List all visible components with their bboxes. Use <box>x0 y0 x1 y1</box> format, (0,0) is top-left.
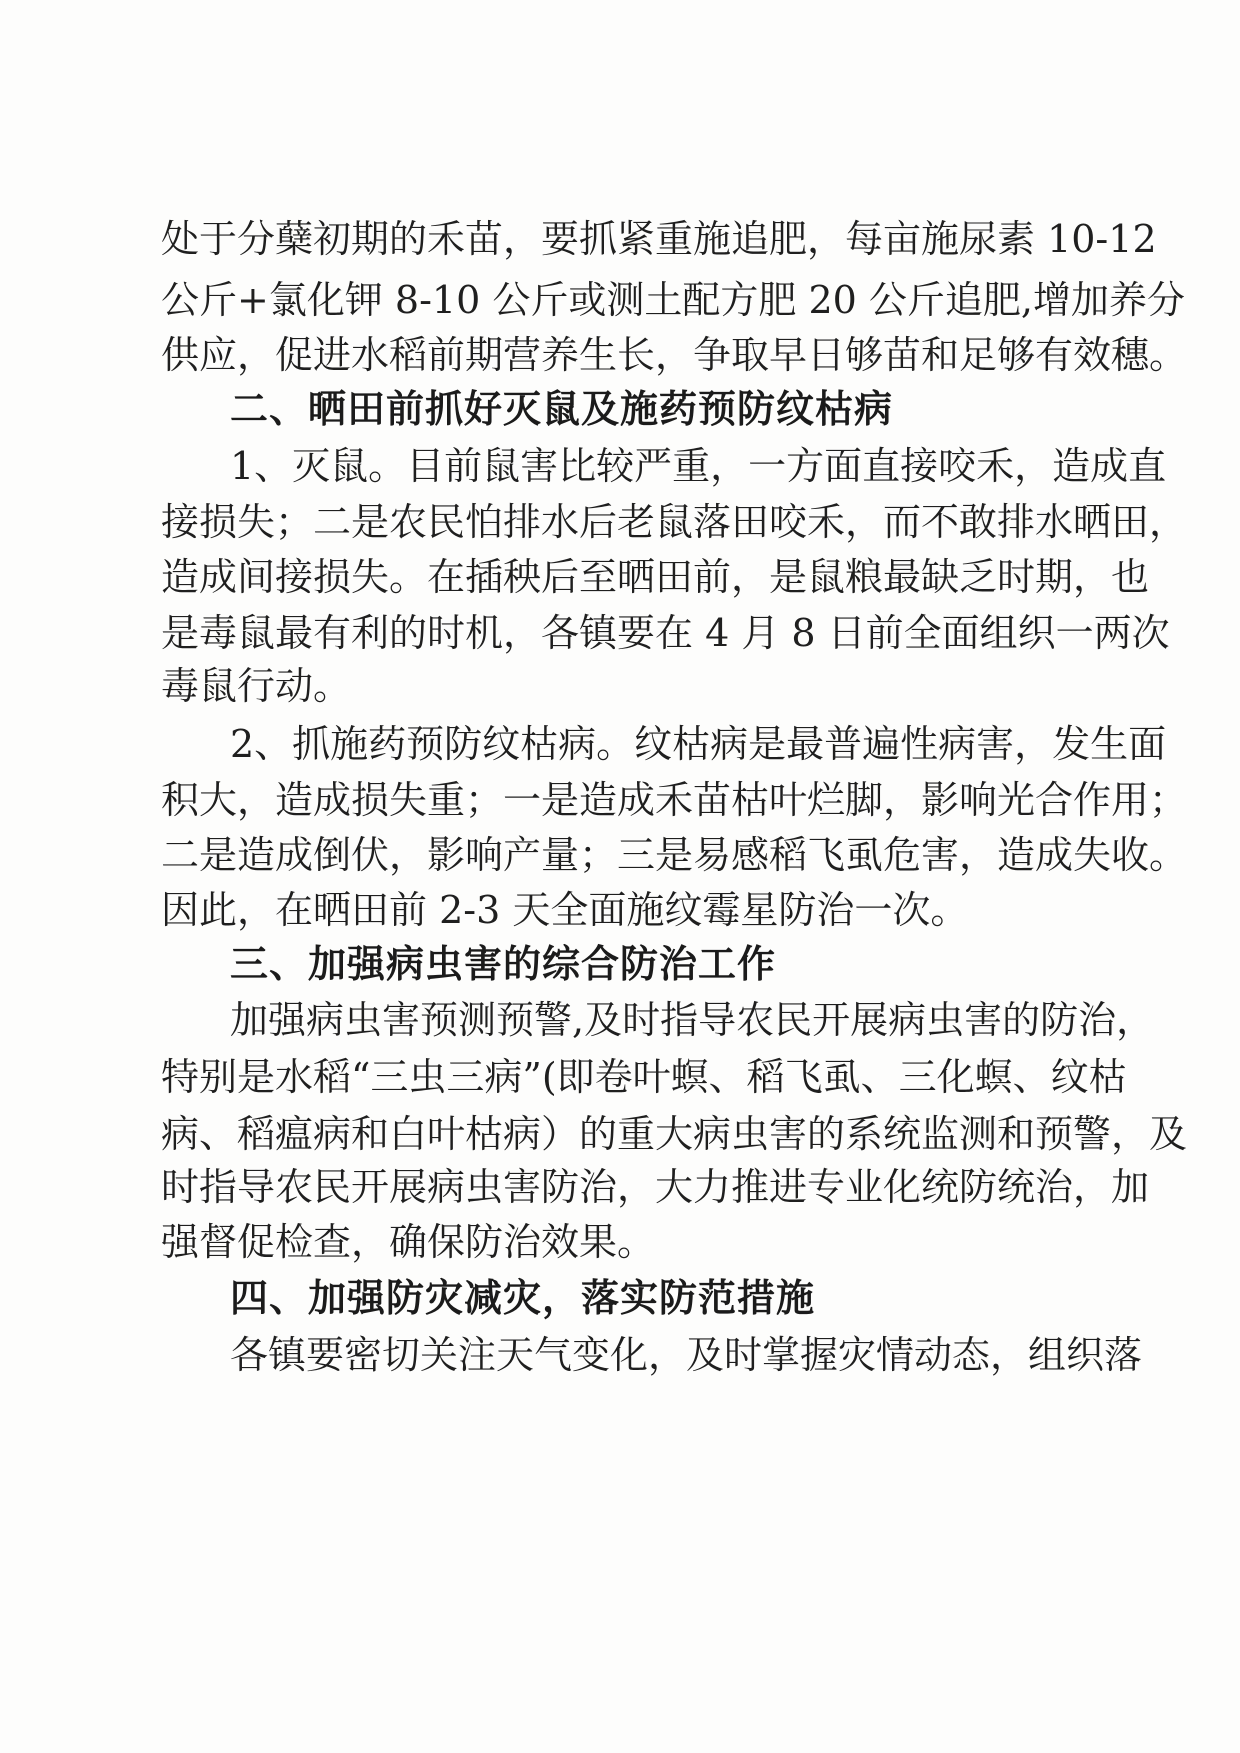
paragraph-sheath-blight-line: 积大，造成损失重；一是造成禾苗枯叶烂脚，影响光合作用； <box>161 778 1188 822</box>
paragraph-rat-line: 毒鼠行动。 <box>161 664 352 708</box>
paragraph-rat-line: 是毒鼠最有利的时机，各镇要在 4 月 8 日前全面组织一两次 <box>161 611 1170 655</box>
paragraph-pest-line: 加强病虫害预测预警,及时指导农民开展病虫害的防治， <box>230 998 1155 1042</box>
paragraph-sheath-blight-line: 2、抓施药预防纹枯病。纹枯病是最普遍性病害，发生面 <box>230 722 1167 766</box>
section-heading-3: 三、加强病虫害的综合防治工作 <box>230 942 777 986</box>
paragraph-fertilizer-line: 公斤+氯化钾 8-10 公斤或测土配方肥 20 公斤追肥,增加养分 <box>161 278 1185 322</box>
paragraph-rat-line: 接损失；二是农民怕排水后老鼠落田咬禾，而不敢排水晒田， <box>161 500 1188 544</box>
paragraph-pest-line: 时指导农民开展病虫害防治，大力推进专业化统防统治，加 <box>161 1165 1150 1209</box>
paragraph-disaster-line: 各镇要密切关注天气变化，及时掌握灾情动态，组织落 <box>230 1333 1143 1377</box>
section-heading-2: 二、晒田前抓好灭鼠及施药预防纹枯病 <box>230 387 894 431</box>
paragraph-pest-line: 特别是水稻“三虫三病”(即卷叶螟、稻飞虱、三化螟、纹枯 <box>161 1055 1127 1099</box>
paragraph-rat-line: 1、灭鼠。目前鼠害比较严重，一方面直接咬禾，造成直 <box>230 444 1167 488</box>
paragraph-sheath-blight-line: 因此，在晒田前 2-3 天全面施纹霉星防治一次。 <box>161 888 969 932</box>
section-heading-4: 四、加强防灾减灾，落实防范措施 <box>230 1276 816 1320</box>
paragraph-pest-line: 强督促检查，确保防治效果。 <box>161 1220 656 1264</box>
paragraph-pest-line: 病、稻瘟病和白叶枯病）的重大病虫害的系统监测和预警，及 <box>161 1112 1188 1156</box>
paragraph-fertilizer-line: 处于分蘖初期的禾苗，要抓紧重施追肥，每亩施尿素 10-12 <box>161 217 1157 261</box>
paragraph-sheath-blight-line: 二是造成倒伏，影响产量；三是易感稻飞虱危害，造成失收。 <box>161 833 1188 877</box>
paragraph-rat-line: 造成间接损失。在插秧后至晒田前，是鼠粮最缺乏时期，也 <box>161 555 1150 599</box>
paragraph-fertilizer-line: 供应，促进水稻前期营养生长，争取早日够苗和足够有效穗。 <box>161 333 1188 377</box>
